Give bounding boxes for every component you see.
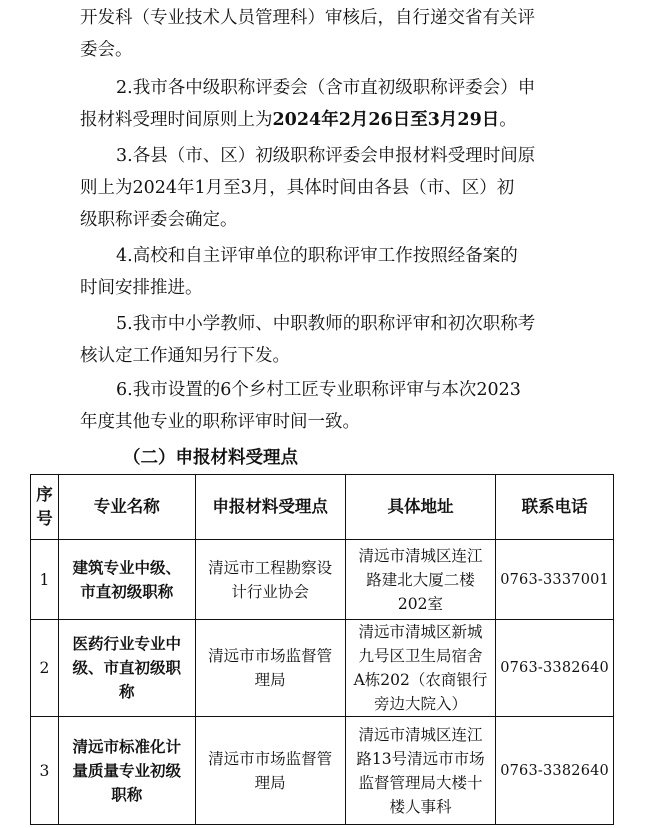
cell-office <box>195 717 345 825</box>
cell-line: A栋202（农商银行 <box>353 671 488 689</box>
cell-phone: 0763-3337001 <box>496 540 614 620</box>
text-segment: 。 <box>499 110 517 130</box>
acceptance-points-table <box>30 474 614 825</box>
text-line: 4.高校和自主评审单位的职称评审工作按照经备案的 <box>116 246 518 266</box>
cell-line: 九号区卫生局宿舍 <box>358 647 483 665</box>
text-line: 级职称评委会确定。 <box>80 210 238 230</box>
cell-line: 理局 <box>254 773 286 792</box>
text-segment: 报材料受理时间原则上为 <box>80 110 273 130</box>
cell-line: 称 <box>119 682 135 701</box>
paragraph-item-5 <box>80 308 575 372</box>
cell-line: 路13号清远市市场 <box>356 749 485 768</box>
cell-line: 清远市清城区新城 <box>358 623 483 641</box>
paragraph-continuation <box>80 2 575 66</box>
cell-office <box>195 620 345 717</box>
cell-address <box>345 717 495 825</box>
cell-line: 理局 <box>254 671 286 689</box>
cell-line: 路建北大厦二楼 <box>366 570 475 589</box>
cell-line: 建筑专业中级、 <box>72 557 182 577</box>
cell-line: 清远市标准化计 <box>72 736 182 756</box>
cell-name <box>58 717 195 825</box>
text-line <box>80 104 575 136</box>
paragraph-item-4 <box>80 240 575 304</box>
cell-line: 医药行业专业中 <box>72 634 182 653</box>
cell-seq: 3 <box>31 717 59 825</box>
text-line: 则上为2024年1月至3月，具体时间由各县（市、区）初 <box>80 178 515 198</box>
cell-line: 职称 <box>111 784 143 804</box>
cell-line: 计行业协会 <box>231 582 309 601</box>
section-title: （二）申报材料受理点 <box>123 448 298 468</box>
cell-name <box>58 540 195 620</box>
table-header-row <box>31 475 614 540</box>
cell-phone: 0763-3382640 <box>496 717 614 825</box>
text-line: 3.各县（市、区）初级职称评委会申报材料受理时间原 <box>116 146 536 166</box>
header-seq-line: 号 <box>36 509 53 528</box>
cell-line: 级、市直初级职 <box>72 658 182 677</box>
cell-line: 清远市清城区连江 <box>358 725 483 744</box>
table-row <box>31 540 614 620</box>
cell-line: 清远市清城区连江 <box>358 546 483 565</box>
header-address: 具体地址 <box>345 475 495 540</box>
cell-line: 监督管理局大楼十 <box>358 773 483 792</box>
cell-line: 市直初级职称 <box>80 581 174 601</box>
header-seq <box>31 475 59 540</box>
cell-line: 清远市工程勘察设 <box>208 558 333 577</box>
cell-seq: 2 <box>31 620 59 717</box>
cell-line: 量质量专业初级 <box>72 760 182 780</box>
text-line: 5.我市中小学教师、中职教师的职称评审和初次职称考 <box>116 314 536 334</box>
cell-line: 清远市市场监督管 <box>208 647 333 665</box>
cell-seq: 1 <box>31 540 59 620</box>
header-phone: 联系电话 <box>496 475 614 540</box>
header-office: 申报材料受理点 <box>195 475 345 540</box>
cell-line: 202室 <box>397 594 444 613</box>
text-line: 委会。 <box>80 40 133 60</box>
table-row <box>31 717 614 825</box>
paragraph-item-2 <box>80 72 575 136</box>
header-name: 专业名称 <box>58 475 195 540</box>
deadline-highlight: 2024年2月26日至3月29日 <box>272 110 500 130</box>
text-line: 开发科（专业技术人员管理科）审核后，自行递交省有关评 <box>80 8 535 28</box>
header-seq-line: 序 <box>36 485 53 504</box>
table-row <box>31 620 614 717</box>
cell-phone: 0763-3382640 <box>496 620 614 717</box>
cell-office <box>195 540 345 620</box>
cell-address <box>345 540 495 620</box>
text-line: 6.我市设置的6个乡村工匠专业职称评审与本次2023 <box>116 380 521 400</box>
text-line: 时间安排推进。 <box>80 278 203 298</box>
paragraph-item-6 <box>80 374 575 438</box>
text-line: 2.我市各中级职称评委会（含市直初级职称评委会）申 <box>116 78 536 98</box>
cell-line: 楼人事科 <box>389 797 452 816</box>
text-line: 核认定工作通知另行下发。 <box>80 346 290 366</box>
cell-address <box>345 620 495 717</box>
paragraph-item-3 <box>80 140 575 236</box>
cell-name <box>58 620 195 717</box>
cell-line: 旁边大院入） <box>373 695 467 713</box>
cell-line: 清远市市场监督管 <box>208 749 333 768</box>
text-line: 年度其他专业的职称评审时间一致。 <box>80 412 360 432</box>
